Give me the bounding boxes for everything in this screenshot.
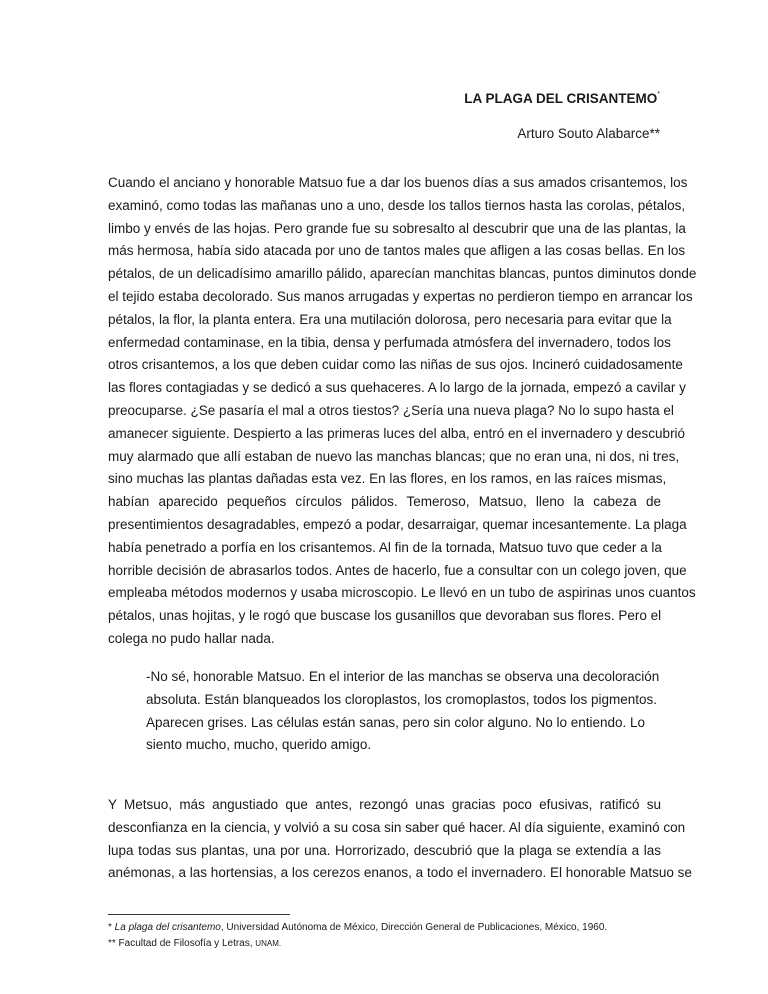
- text-line: amanecer siguiente. Despierto a las primeras luces del alba, entró en el invernadero y descubrió: [108, 425, 686, 441]
- text-line: habían aparecido pequeños círculos pálidos. Temeroso, Matsuo, lleno la cabeza de: [108, 494, 661, 510]
- text-line: el tejido estaba decolorado. Sus manos arrugadas y expertas no perdieron tiempo en arrancar los: [108, 288, 693, 304]
- text-line: sino muchas las plantas dañadas esta vez. En las flores, en los ramos, en las raíces mismas,: [108, 471, 667, 487]
- text-line: anémonas, a las hortensias, a los cerezos enanos, a todo el invernadero. El honorable Matsuo se: [108, 865, 692, 881]
- text-line: las flores contagiadas y se dedicó a sus quehaceres. A lo largo de la jornada, empezó a cavilar y: [108, 380, 686, 396]
- text-line: Y Metsuo, más angustiado que antes, rezongó unas gracias poco efusivas, ratificó su: [108, 797, 661, 812]
- footnote-1: [108, 921, 607, 935]
- text-line: empleaba métodos modernos y usaba microscopio. Le llevó en un tubo de aspirinas unos cuantos: [108, 585, 696, 601]
- text-line: horrible decisión de abrasarlos todos. Antes de hacerlo, fue a consultar con un colego joven, que: [108, 562, 687, 578]
- text-line: siento mucho, mucho, querido amigo.: [146, 737, 372, 753]
- author-name: Arturo Souto Alabarce**: [517, 126, 660, 141]
- text-line: Aparecen grises. Las células están sanas, pero sin color alguno. No lo entiendo. Lo: [146, 714, 646, 730]
- footnote-2-abbrev: UNAM.: [255, 939, 282, 948]
- quoted-dialogue: [146, 666, 660, 757]
- text-line: colega no pudo hallar nada.: [108, 630, 275, 646]
- document-title: [464, 91, 660, 106]
- text-line: desconfianza en la ciencia, y volvió a su cosa sin saber qué hacer. Al día siguiente, examinó con: [108, 819, 686, 835]
- text-line: había penetrado a porfía en los crisantemos. Al fin de la tornada, Matsuo tuvo que ceder a la: [108, 539, 662, 555]
- footnote-1-text: , Universidad Autónoma de México, Dirección General de Publicaciones, México, 1960.: [220, 922, 608, 933]
- text-line: muy alarmado que allí estaban de nuevo las manchas blancas; que no eran una, ni dos, ni tres,: [108, 448, 680, 464]
- text-line: lupa todas sus plantas, una por una. Horrorizado, descubrió que la plaga se extendía a las: [108, 842, 661, 858]
- title-text: LA PLAGA DEL CRISANTEMO: [464, 91, 658, 106]
- text-line: pétalos, la flor, la planta entera. Era una mutilación dolorosa, pero necesaria para evitar que la: [108, 311, 672, 327]
- text-line: pétalos, unas hojitas, y le rogó que buscase los gusanillos que devoraban sus flores. Pero el: [108, 608, 662, 624]
- text-line: otros crisantemos, a los que deben cuidar como las niñas de sus ojos. Incineró cuidadosamente: [108, 357, 683, 373]
- text-line: pétalos, de un delicadísimo amarillo pálido, aparecían manchitas blancas, puntos diminutos donde: [108, 266, 697, 282]
- footnote-2-text: ** Facultad de Filosofía y Letras,: [108, 938, 256, 949]
- text-line: limbo y envés de las hojas. Pero grande fue su sobresalto al descubrir que una de las plantas, la: [108, 220, 686, 236]
- footnote-2: [108, 937, 281, 951]
- body-paragraph-2: [108, 794, 692, 885]
- footnote-separator: [108, 914, 290, 915]
- text-line: examinó, como todas las mañanas uno a uno, desde los tallos tiernos hasta las corolas, pétalos,: [108, 197, 686, 213]
- text-line: preocuparse. ¿Se pasaría el mal a otros tiestos? ¿Sería una nueva plaga? No lo supo hasta el: [108, 402, 674, 418]
- text-line: presentimientos desagradables, empezó a podar, desarraigar, quemar incesantemente. La plaga: [108, 516, 687, 532]
- body-paragraph-1: [108, 172, 697, 651]
- text-line: enfermedad contaminase, en la tibia, densa y perfumada atmósfera del invernadero, todos los: [108, 334, 671, 350]
- text-line: absoluta. Están blanqueados los cloroplastos, los cromoplastos, todos los pigmentos.: [146, 691, 658, 707]
- footnote-1-mark: *: [108, 922, 115, 933]
- text-line: más hermosa, había sido atacada por uno de tantos males que afligen a las cosas bellas. En los: [108, 243, 686, 259]
- footnote-1-title: La plaga del crisantemo: [114, 922, 221, 933]
- text-line: -No sé, honorable Matsuo. En el interior de las manchas se observa una decoloración: [146, 669, 660, 684]
- text-line: Cuando el anciano y honorable Matsuo fue a dar los buenos días a sus amados crisantemos, los: [108, 175, 688, 190]
- footnote-marker: *: [657, 91, 660, 98]
